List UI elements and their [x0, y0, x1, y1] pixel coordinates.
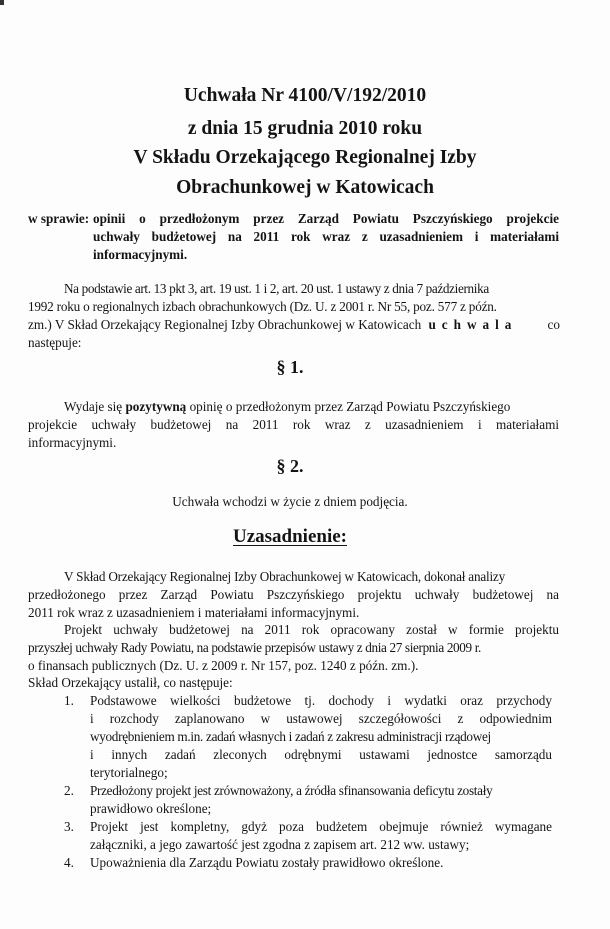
- list-item-number: 4.: [64, 855, 74, 870]
- document-title: Uchwała Nr 4100/V/192/2010: [183, 85, 427, 106]
- section-1-line-2: projekcie uchwały budżetowej na 2011 rok wraz z uzasadnieniem i materiałami: [28, 417, 559, 432]
- justification-p2-line-3: o finansach publicznych (Dz. U. z 2009 r. Nr 157, poz. 1240 z późn. zm.).: [28, 658, 419, 673]
- list-item-2-line-1: Przedłożony projekt jest zrównoważony, a źródła sfinansowania deficytu zostały: [90, 783, 493, 798]
- justification-p1-line-2: przedłożonego przez Zarząd Powiatu Pszczyńskiego projektu uchwały budżetowej na: [28, 587, 559, 602]
- list-item-1-line-4: i innych zadań zleconych odrębnymi ustawami jednostce samorządu: [90, 747, 552, 762]
- list-item-2-line-2: prawidłowo określone;: [90, 801, 212, 816]
- section-2-heading: § 2.: [276, 456, 304, 476]
- section-1-line-1: [64, 398, 510, 415]
- list-item-1-line-1: Podstawowe wielkości budżetowe tj. dochody i wydatki oraz przychody: [90, 693, 552, 708]
- justification-p2-line-2: przyszłej uchwały Rady Powiatu, na podstawie przepisów ustawy z dnia 27 sierpnia 2009 r.: [28, 640, 481, 655]
- issuing-body-line2: Obrachunkowej w Katowicach: [176, 177, 434, 198]
- list-item-1-line-3: wyodrębnieniem m.in. zadań własnych i zadań z zakresu administracji rządowej: [90, 729, 491, 744]
- list-item-1-line-5: terytorialnego;: [90, 765, 168, 780]
- list-item-4-line-1: Upoważnienia dla Zarządu Powiatu zostały prawidłowo określone.: [90, 855, 444, 870]
- preamble-line-1: Na podstawie art. 13 pkt 3, art. 19 ust. 1 i 2, art. 20 ust. 1 ustawy z dnia 7 października: [64, 281, 489, 296]
- subject-line-1: opinii o przedłożonym przez Zarząd Powiatu Pszczyńskiego projekcie: [93, 211, 559, 226]
- justification-p2-line-1: Projekt uchwały budżetowej na 2011 rok opracowany został w formie projektu: [64, 622, 559, 637]
- preamble-line-3-end: co: [547, 317, 560, 332]
- scan-edge-mark: [0, 0, 4, 5]
- section-1-text-a: Wydaje się: [64, 399, 123, 414]
- list-item-3-line-2: załączniki, a jego zawartość jest zgodna z zapisem art. 212 ww. ustawy;: [90, 837, 470, 852]
- document-date: z dnia 15 grudnia 2010 roku: [187, 118, 423, 139]
- justification-p1-line-1: V Skład Orzekający Regionalnej Izby Obrachunkowej w Katowicach, dokonał analizy: [64, 569, 505, 584]
- list-item-1-line-2: i rozchody zaplanowano w ustawowej szczegółowości z odpowiednim: [90, 711, 552, 726]
- section-1-heading: § 1.: [276, 357, 304, 377]
- justification-p3: Skład Orzekający ustalił, co następuje:: [28, 675, 233, 690]
- preamble-line-3-text: zm.) V Skład Orzekający Regionalnej Izby Obrachunkowej w Katowicach: [28, 317, 422, 332]
- subject-line-3: informacyjnymi.: [93, 247, 188, 262]
- list-item-number: 2.: [64, 783, 74, 798]
- list-item-number: 3.: [64, 819, 74, 834]
- issuing-body-line1: V Składu Orzekającego Regionalnej Izby: [133, 147, 477, 168]
- subject-label: w sprawie:: [28, 211, 90, 226]
- preamble-line-4: następuje:: [28, 335, 82, 350]
- preamble-line-2: 1992 roku o regionalnych izbach obrachunkowych (Dz. U. z 2001 r. Nr 55, poz. 577 z późn.: [28, 299, 497, 314]
- resolves-keyword: uchwala: [428, 317, 518, 332]
- section-2-text: Uchwała wchodzi w życie z dniem podjęcia.: [172, 494, 408, 509]
- list-item-number: 1.: [64, 693, 74, 708]
- positive-opinion: pozytywną: [125, 399, 187, 414]
- list-item-3-line-1: Projekt jest kompletny, gdyż poza budżetem obejmuje również wymagane: [90, 819, 552, 834]
- justification-heading-text: Uzasadnienie:: [233, 526, 347, 547]
- preamble-line-3: [28, 316, 560, 333]
- section-1-text-b: opinię o przedłożonym przez Zarząd Powiatu Pszczyńskiego: [189, 399, 511, 414]
- section-1-line-3: informacyjnymi.: [28, 435, 117, 450]
- justification-p1-line-3: 2011 rok wraz z uzasadnieniem i materiałami informacyjnymi.: [28, 605, 360, 620]
- subject-line-2: uchwały budżetowej na 2011 rok wraz z uzasadnieniem i materiałami: [93, 229, 559, 244]
- justification-heading: [0, 525, 580, 549]
